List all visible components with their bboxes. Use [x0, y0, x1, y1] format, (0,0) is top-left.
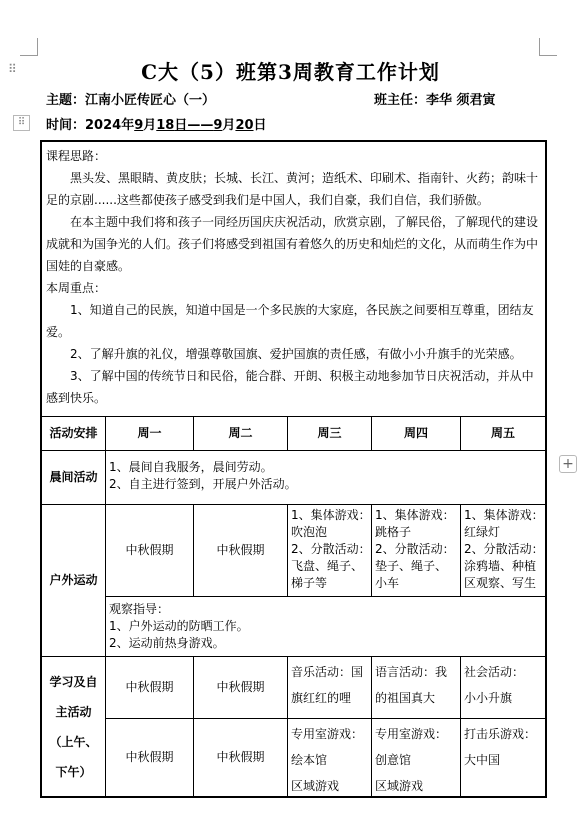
header-friday: 周五	[461, 417, 545, 451]
week-focus-item-2: 2、了解升旗的礼仪，增强尊敬国旗、爱护国旗的责任感，有做小小升旗手的光荣感。	[70, 347, 522, 361]
start-month-unit: 月	[143, 118, 157, 133]
outdoor-wed-line: 1、集体游戏：	[291, 508, 371, 522]
theme-label: 主题：	[46, 93, 86, 108]
outdoor-thu-line: 1、集体游戏：	[375, 508, 455, 522]
study-r1-thu-line: 语言活动：我	[375, 665, 448, 679]
morning-line-1: 1、晨间自我服务，晨间劳动。	[109, 460, 273, 474]
study-r2-fri-line: 打击乐游戏：	[464, 727, 537, 741]
study-label-line: 学习及自	[49, 674, 98, 689]
outdoor-thu-line: 垫子、绳子、	[375, 559, 448, 573]
outdoor-wed-line: 吹泡泡	[291, 525, 328, 539]
end-day: 20	[235, 118, 254, 133]
study-label-line: （上午、	[49, 734, 98, 749]
study-r2-tuesday: 中秋假期	[194, 719, 288, 796]
study-label-line: 主活动	[55, 704, 92, 719]
outdoor-thu-line: 跳格子	[375, 525, 412, 539]
intro-cell	[42, 142, 545, 417]
course-idea-paragraph-1: 黑头发、黑眼睛、黄皮肤；长城、长江、黄河；造纸术、印刷术、指南针、火药；韵味十足的京剧......这些都使孩子感受到我们是中国人，我们自豪，我们自信，我们骄傲。	[46, 171, 539, 207]
outdoor-thu-line: 小车	[375, 576, 400, 590]
study-r2-fri-line: 大中国	[464, 753, 501, 767]
study-r2-thu-line: 创意馆	[375, 753, 412, 767]
study-r2-monday: 中秋假期	[106, 719, 194, 796]
header-activity: 活动安排	[42, 417, 106, 451]
study-r2-wed-line: 区域游戏	[291, 779, 340, 793]
study-r1-fri-line: 社会活动：	[464, 665, 525, 679]
outdoor-tuesday: 中秋假期	[194, 505, 288, 597]
week-focus-item-1: 1、知道自己的民族，知道中国是一个多民族的大家庭，各民族之间要相互尊重，团结友爱。	[46, 303, 534, 339]
outdoor-fri-line: 区观察、写生	[464, 576, 537, 590]
study-r2-wed-line: 专用室游戏：	[291, 727, 364, 741]
guidance-title: 观察指导：	[109, 602, 170, 616]
page-title: C大（5）班第3周教育工作计划	[141, 60, 440, 84]
outdoor-thursday	[372, 505, 461, 597]
plan-table	[40, 140, 547, 798]
time-year: 2024年	[85, 118, 135, 133]
date-separator: 日——	[174, 118, 214, 133]
teacher-label: 班主任：	[374, 93, 427, 108]
theme-value: 江南小匠传匠心（一）	[85, 93, 216, 108]
guidance-line-1: 1、户外运动的防晒工作。	[109, 619, 249, 633]
study-r1-thursday	[372, 657, 461, 719]
study-r1-wed-line: 音乐活动：国	[291, 665, 364, 679]
study-r1-tuesday: 中秋假期	[194, 657, 288, 719]
guidance-line-2: 2、运动前热身游戏。	[109, 636, 225, 650]
study-r2-wednesday	[288, 719, 372, 796]
outdoor-monday: 中秋假期	[106, 505, 194, 597]
outdoor-fri-line: 1、集体游戏：	[464, 508, 544, 522]
end-day-unit: 日	[253, 118, 267, 133]
study-r1-wed-line: 旗红红的哩	[291, 691, 352, 705]
study-r2-friday	[461, 719, 545, 796]
outdoor-fri-line: 红绿灯	[464, 525, 501, 539]
outdoor-fri-line: 2、分散活动：	[464, 542, 544, 556]
drag-handle-icon[interactable]: ⠿	[8, 62, 16, 76]
course-idea-heading: 课程思路：	[46, 149, 107, 163]
week-focus-heading: 本周重点：	[46, 281, 107, 295]
time-line	[46, 117, 267, 135]
outdoor-label: 户外运动	[42, 505, 106, 657]
start-month: 9	[134, 118, 144, 133]
study-r1-wednesday	[288, 657, 372, 719]
header-monday: 周一	[106, 417, 194, 451]
study-r2-thu-line: 专用室游戏：	[375, 727, 448, 741]
outdoor-friday	[461, 505, 545, 597]
time-label: 时间：	[46, 118, 86, 133]
theme-line	[46, 92, 215, 110]
page-corner-mark-right	[539, 38, 557, 56]
end-month: 9	[213, 118, 223, 133]
outdoor-wed-line: 飞盘、绳子、	[291, 559, 364, 573]
morning-label: 晨间活动	[42, 451, 106, 505]
teacher-line	[374, 92, 496, 110]
table-move-handle-icon[interactable]: ⠿	[13, 115, 30, 131]
page-corner-mark-left	[20, 38, 38, 56]
outdoor-guidance	[106, 597, 545, 657]
study-r1-thu-line: 的祖国真大	[375, 691, 436, 705]
study-r2-thu-line: 区域游戏	[375, 779, 424, 793]
morning-content	[106, 451, 545, 505]
outdoor-wed-line: 梯子等	[291, 576, 328, 590]
course-idea-paragraph-2: 在本主题中我们将和孩子一同经历国庆庆祝活动，欣赏京剧，了解民俗，了解现代的建设成就和为国争光的人们。孩子们将感受到祖国有着悠久的历史和灿烂的文化，从而萌生作为中国娃的自豪感。	[46, 215, 539, 273]
outdoor-thu-line: 2、分散活动：	[375, 542, 455, 556]
study-r2-wed-line: 绘本馆	[291, 753, 328, 767]
study-r1-monday: 中秋假期	[106, 657, 194, 719]
outdoor-wed-line: 2、分散活动：	[291, 542, 371, 556]
study-r1-friday	[461, 657, 545, 719]
morning-line-2: 2、自主进行签到，开展户外活动。	[109, 477, 297, 491]
study-label-line: 下午）	[55, 764, 92, 779]
header-thursday: 周四	[372, 417, 461, 451]
week-focus-item-3: 3、了解中国的传统节日和民俗，能合群、开朗、积极主动地参加节日庆祝活动，并从中感到快乐。	[46, 369, 534, 405]
outdoor-fri-line: 涂鸦墙、种植	[464, 559, 537, 573]
teacher-value: 李华 须君寅	[426, 93, 496, 108]
header-wednesday: 周三	[288, 417, 372, 451]
study-r1-fri-line: 小小升旗	[464, 691, 513, 705]
study-r2-thursday	[372, 719, 461, 796]
start-day: 18	[156, 118, 175, 133]
end-month-unit: 月	[222, 118, 236, 133]
study-label	[42, 657, 106, 796]
add-column-icon[interactable]: +	[559, 455, 577, 473]
header-tuesday: 周二	[194, 417, 288, 451]
outdoor-wednesday	[288, 505, 372, 597]
